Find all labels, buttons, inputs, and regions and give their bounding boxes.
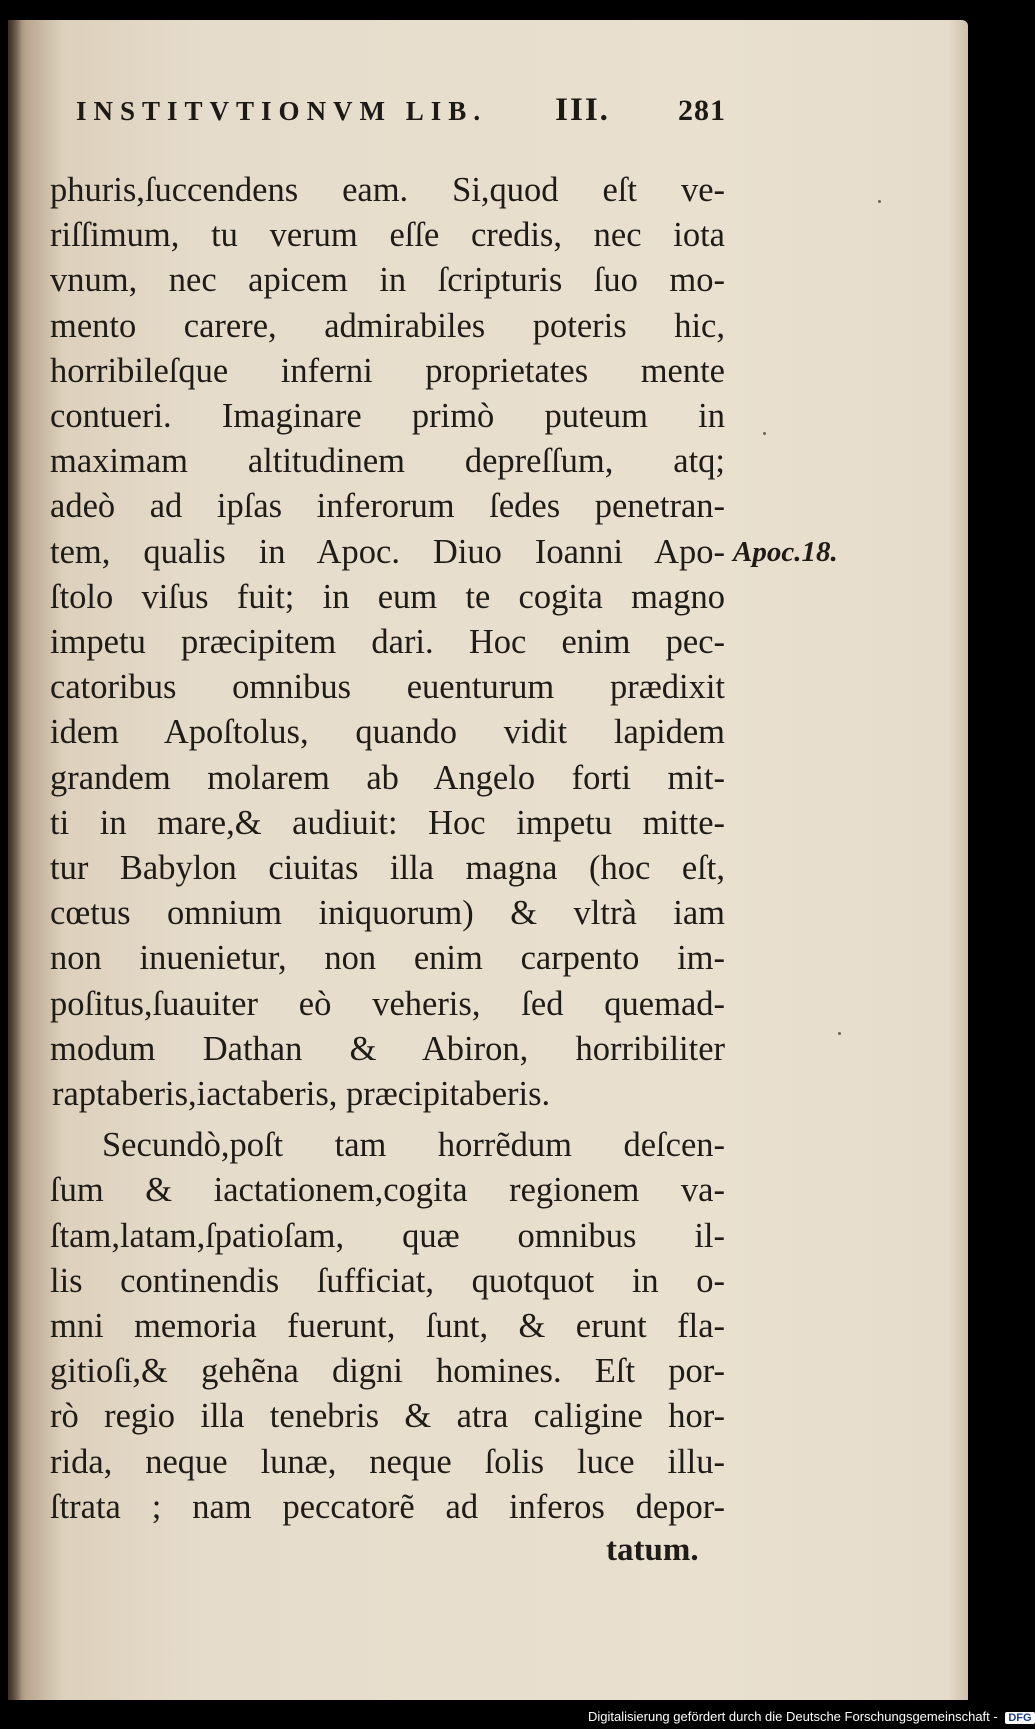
text-line: tur Babylon ciuitas illa magna (hoc eſt, <box>50 849 725 888</box>
text-line: cœtus omnium iniquorum) & vltrà iam <box>50 894 725 933</box>
text-line: impetu præcipitem dari. Hoc enim pec- <box>50 623 725 662</box>
dfg-logo: DFG <box>1005 1712 1034 1724</box>
text-line: ti in mare,& audiuit: Hoc impetu mitte- <box>50 803 725 842</box>
digitization-credit <box>588 1709 1035 1724</box>
text-line: ſum & iactationem,cogita regionem va- <box>50 1171 725 1210</box>
text-line: raptaberis,iactaberis, præcipitaberis. <box>52 1075 551 1114</box>
text-line: ſtam,latam,ſpatioſam, quæ omnibus il- <box>50 1216 725 1255</box>
text-line: adeò ad ipſas inferorum ſedes penetran- <box>50 487 725 526</box>
text-line: riſſimum, tu verum eſſe credis, nec iota <box>50 216 725 255</box>
text-line: poſitus,ſuauiter eò veheris, ſed quemad- <box>50 984 725 1023</box>
text-line: Secundò,poſt tam horrẽdum deſcen- <box>102 1126 725 1165</box>
text-line: ſtolo viſus fuit; in eum te cogita magno <box>50 577 725 616</box>
text-line: vnum, nec apicem in ſcripturis ſuo mo- <box>50 261 725 300</box>
gutter-shadow <box>8 20 22 1700</box>
text-line: maximam altitudinem depreſſum, atq; <box>50 442 725 481</box>
text-line: lis continendis ſufficiat, quotquot in o- <box>50 1261 725 1300</box>
text-line: mento carere, admirabiles poteris hic, <box>50 306 725 345</box>
text-line: ſtrata ; nam peccatorẽ ad inferos depor- <box>50 1487 725 1526</box>
text-line: horribileſque inferni proprietates mente <box>50 351 725 390</box>
credit-text: Digitalisierung gefördert durch die Deutsche Forschungsgemeinschaft - <box>588 1709 998 1724</box>
running-head <box>76 92 726 129</box>
paragraph-1 <box>50 168 725 1117</box>
running-title: INSTITVTIONVM LIB. <box>76 96 488 126</box>
text-line: modum Dathan & Abiron, horribiliter <box>50 1029 725 1068</box>
ink-speck <box>878 200 881 203</box>
text-line: grandem molarem ab Angelo forti mit- <box>50 758 725 797</box>
text-line: rò regio illa tenebris & atra caligine hor- <box>50 1397 725 1436</box>
text-line: catoribus omnibus euenturum prædixit <box>50 668 725 707</box>
text-line: mni memoria fuerunt, ſunt, & erunt fla- <box>50 1307 725 1346</box>
ink-speck <box>763 432 766 435</box>
book-number: III. <box>555 92 610 128</box>
text-line: idem Apoſtolus, quando vidit lapidem <box>50 713 725 752</box>
text-line: non inuenietur, non enim carpento im- <box>50 939 725 978</box>
text-line: phuris,ſuccendens eam. Si,quod eſt ve- <box>50 171 725 209</box>
text-line: gitioſi,& gehẽna digni homines. Eſt por- <box>50 1352 725 1391</box>
main-text <box>50 168 725 1530</box>
catchword: tatum. <box>606 1532 699 1568</box>
margin-note: Apoc.18. <box>733 536 838 568</box>
folio-number: 281 <box>677 94 726 127</box>
ink-speck <box>838 1032 841 1035</box>
text-line: contueri. Imaginare primò puteum in <box>50 397 725 436</box>
text-line: tem, qualis in Apoc. Diuo Ioanni Apo- <box>50 532 725 571</box>
text-line: rida, neque lunæ, neque ſolis luce illu- <box>50 1442 725 1481</box>
paragraph-2 <box>50 1123 725 1530</box>
